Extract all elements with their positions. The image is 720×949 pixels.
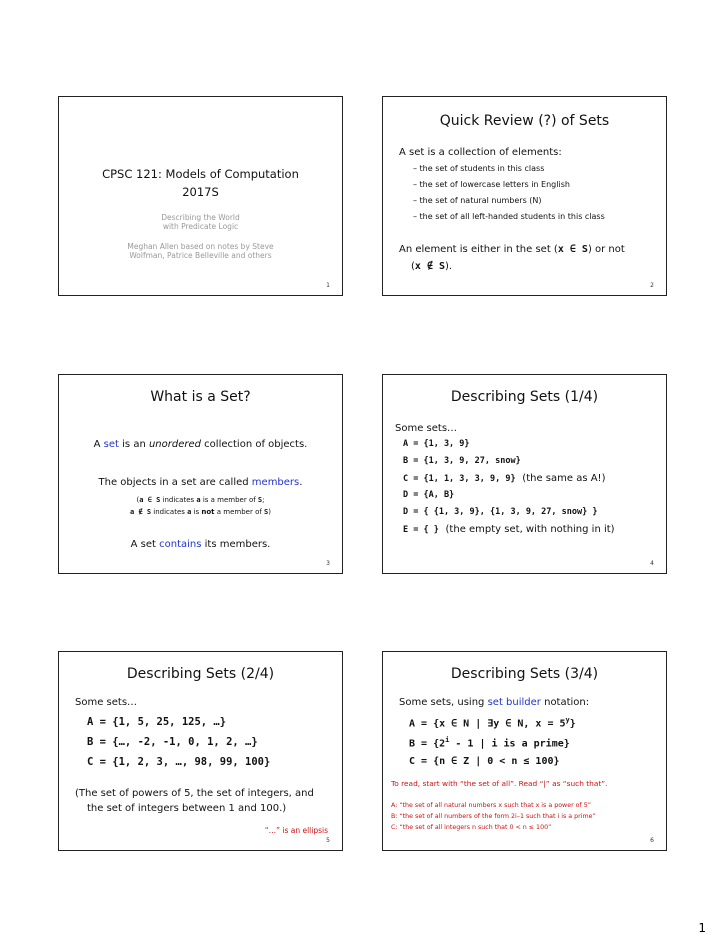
slide-3 (58, 374, 343, 574)
slide-5-set: B = {…, -2, -1, 0, 1, 2, …} (87, 736, 258, 748)
slide-number: 6 (650, 837, 654, 844)
slide-2-intro: A set is a collection of elements: (399, 147, 562, 158)
slide-4 (382, 374, 667, 574)
slide-3-line1: A set is an unordered collection of objects. (93, 439, 308, 450)
slide-1-title-line2: 2017S (182, 185, 219, 199)
slide-1-subtitle-line1: Describing the World (161, 213, 240, 222)
slide-1-subtitle-line2: with Predicate Logic (162, 222, 239, 231)
slide-1 (58, 96, 343, 296)
slide-5-note-line1: (The set of powers of 5, the set of integers, and (75, 788, 314, 799)
slide-number: 5 (326, 837, 330, 844)
slide-4-intro: Some sets… (395, 423, 458, 434)
slide-3-note1: (a ∈ S indicates a is a member of S; (136, 496, 265, 504)
slide-1-author-line2: Wolfman, Patrice Belleville and others (129, 251, 272, 260)
slide-6-read-b: B: “the set of all numbers of the form 2i–1 such that i is a prime” (391, 813, 596, 820)
slide-number: 4 (650, 560, 654, 567)
slide-number: 2 (650, 282, 654, 289)
slide-4-set-row: C = {1, 1, 3, 3, 9, 9} (the same as A!) (403, 473, 606, 484)
slide-5 (58, 651, 343, 851)
slide-number: 3 (326, 560, 330, 567)
slide-2-element-line1: An element is either in the set (x ∈ S) or not (399, 244, 625, 255)
slide-5-note-line2: the set of integers between 1 and 100.) (87, 803, 287, 814)
slide-6-read-note: To read, start with “the set of all”. Read “|” as “such that”. (391, 779, 608, 788)
slide-3-note2: a ∉ S indicates a is not a member of S) (129, 508, 271, 516)
slide-4-set-row: D = { {1, 3, 9}, {1, 3, 9, 27, snow} } (403, 507, 598, 517)
slide-6-set-b: $B = \{2^i - 1$ | i is a prime} (409, 736, 570, 750)
slide-4-set-note: (the empty set, with nothing in it) (445, 524, 615, 535)
slide-6-read-a: A: “the set of all natural numbers x such that x is a power of 5” (391, 802, 592, 809)
slide-6-set-a: A = {x ∈ N | ∃y ∈ N, $x = 5^y$} (409, 716, 576, 730)
slide-6 (382, 651, 667, 851)
slide-2 (382, 96, 667, 296)
slide-1-title-line1: CPSC 121: Models of Computation (102, 167, 299, 181)
slide-2-item: – the set of lowercase letters in English (413, 180, 570, 189)
slide-6-intro: Some sets, using set builder notation: (399, 697, 590, 708)
slide-5-intro: Some sets… (75, 697, 138, 708)
slide-5-set: A = {1, 5, 25, 125, …} (87, 716, 227, 728)
slide-4-title: Describing Sets (1/4) (450, 389, 599, 405)
slide-number: 1 (326, 282, 330, 289)
slide-5-title: Describing Sets (2/4) (126, 666, 275, 682)
slide-2-title: Quick Review (?) of Sets (439, 113, 610, 129)
slide-6-read-c: C: “the set of all integers n such that 0 < n ≤ 100” (391, 824, 552, 831)
slide-2-item: – the set of natural numbers (N) (413, 196, 542, 205)
slide-3-line3: A set contains its members. (130, 539, 271, 550)
slide-6-set-c: C = {n ∈ Z | 0 < n ≤ 100} (409, 756, 560, 767)
slide-3-line2: The objects in a set are called members. (98, 477, 303, 488)
slide-4-set-row: E = { } (the empty set, with nothing in it) (403, 524, 615, 535)
slide-4-set-row: D = {A, B} (403, 490, 455, 500)
slide-1-author-line1: Meghan Allen based on notes by Steve (127, 242, 274, 251)
slide-2-item: – the set of all left-handed students in this class (413, 212, 605, 221)
slide-6-title: Describing Sets (3/4) (450, 666, 599, 682)
slide-2-element-line2: (x ∉ S). (411, 261, 453, 272)
slide-5-ellipsis-note: “…” is an ellipsis (264, 826, 328, 835)
slide-3-title: What is a Set? (150, 389, 251, 405)
page-number: 1 (698, 921, 706, 935)
slide-5-set: C = {1, 2, 3, …, 98, 99, 100} (87, 756, 271, 768)
slide-4-set-row: B = {1, 3, 9, 27, snow} (403, 456, 521, 466)
slide-4-set-note: (the same as A!) (522, 473, 606, 484)
slide-4-set-row: A = {1, 3, 9} (403, 439, 470, 449)
slide-2-item: – the set of students in this class (413, 164, 545, 173)
